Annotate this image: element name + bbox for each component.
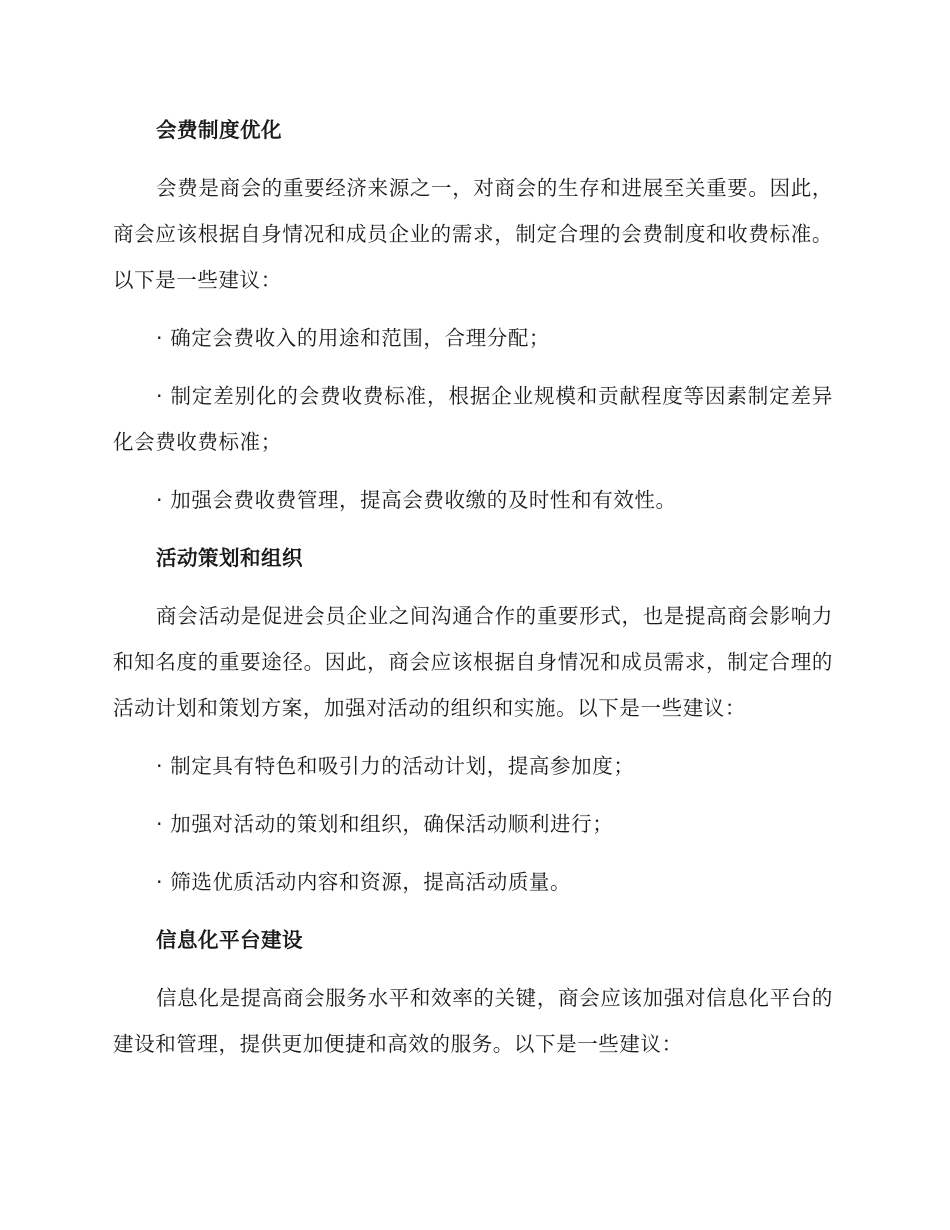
section-heading: 信息化平台建设 <box>156 928 303 952</box>
section-heading: 会费制度优化 <box>156 118 282 142</box>
list-item: · 确定会费收入的用途和范围，合理分配； <box>156 326 551 350</box>
list-item: · 加强对活动的策划和组织，确保活动顺利进行； <box>156 812 614 836</box>
section-paragraph: 商会活动是促进会员企业之间沟通合作的重要形式，也是提高商会影响力和知名度的重要途径。因此，商会应该根据自身情况和成员需求，制定合理的活动计划和策划方案，加强对活动的组织和实施。以下是一些建议： <box>113 604 833 720</box>
list-item: · 制定差别化的会费收费标准，根据企业规模和贡献程度等因素制定差异化会费收费标准； <box>113 384 833 454</box>
section-heading: 活动策划和组织 <box>156 546 303 570</box>
section-paragraph: 会费是商会的重要经济来源之一，对商会的生存和进展至关重要。因此，商会应该根据自身情况和成员企业的需求，制定合理的会费制度和收费标准。以下是一些建议： <box>113 176 833 292</box>
document-body <box>113 107 833 1079</box>
list-item: · 筛选优质活动内容和资源，提高活动质量。 <box>156 870 572 894</box>
list-item: · 制定具有特色和吸引力的活动计划，提高参加度； <box>156 754 635 778</box>
list-item: · 加强会费收费管理，提高会费收缴的及时性和有效性。 <box>156 488 677 512</box>
section-paragraph: 信息化是提高商会服务水平和效率的关键，商会应该加强对信息化平台的建设和管理，提供更加便捷和高效的服务。以下是一些建议： <box>113 986 833 1056</box>
